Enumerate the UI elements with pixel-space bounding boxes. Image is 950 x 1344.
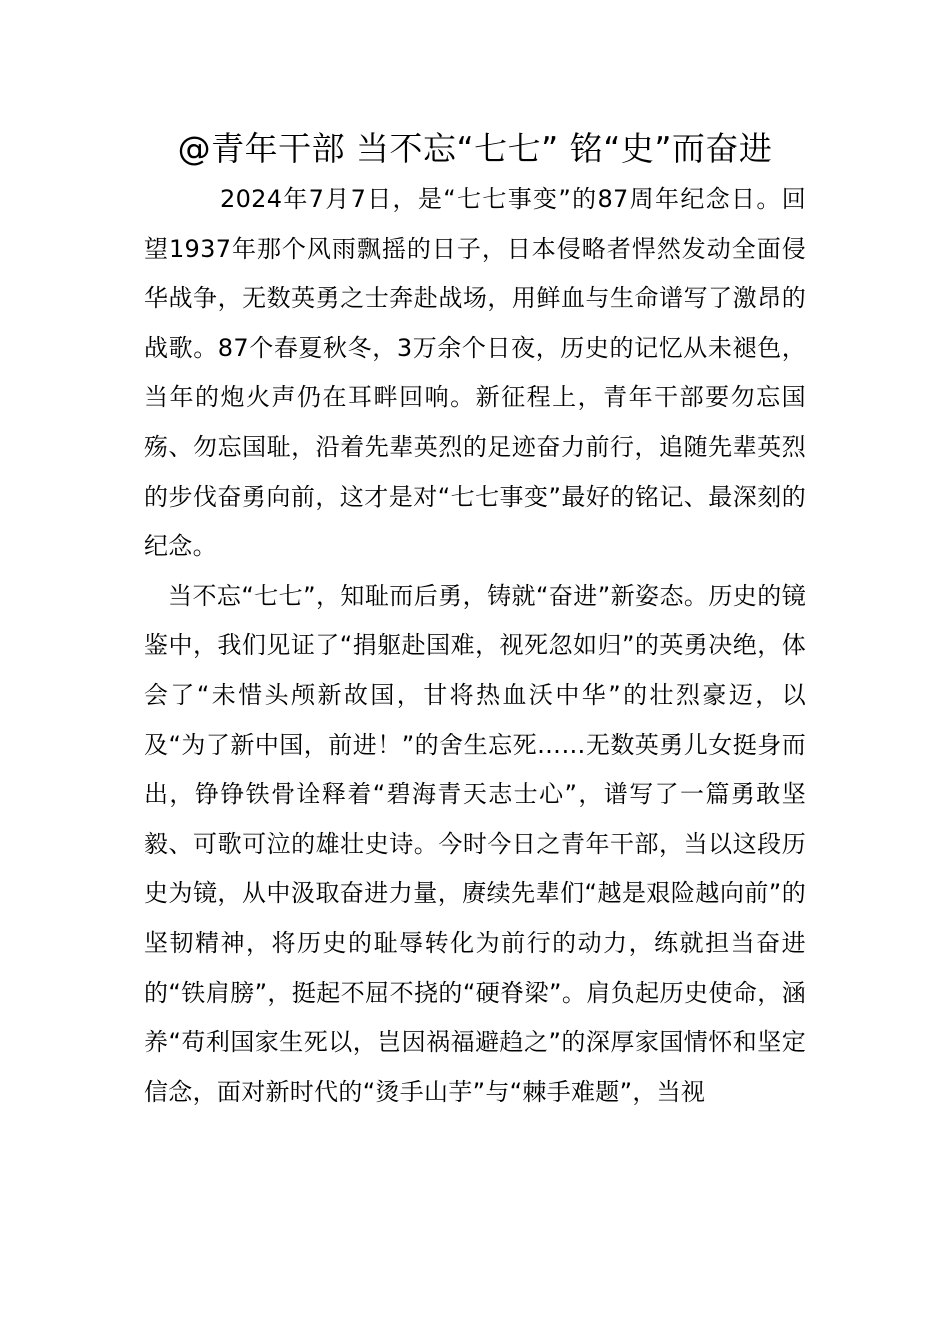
paragraph-1: 2024年7月7日，是“七七事变”的87周年纪念日。回望1937年那个风雨飘摇的日子，日本侵略者悍然发动全面侵华战争，无数英勇之士奔赴战场，用鲜血与生命谱写了激昂的战歌。87个春夏秋冬，3万余个日夜，历史的记忆从未褪色，当年的炮火声仍在耳畔回响。新征程上，青年干部要勿忘国殇、勿忘国耻，沿着先辈英烈的足迹奋力前行，追随先辈英烈的步伐奋勇向前，这才是对“七七事变”最好的铭记、最深刻的纪念。	[144, 185, 806, 561]
document-title: @青年干部 当不忘“七七” 铭“史”而奋进	[177, 129, 773, 168]
document-page	[144, 128, 806, 1117]
paragraph-2: 当不忘“七七”，知耻而后勇，铸就“奋进”新姿态。历史的镜鉴中，我们见证了“捐躯赴国难，视死忽如归”的英勇决绝，体会了“未惜头颅新故国，甘将热血沃中华”的壮烈豪迈，以及“为了新中国，前进！”的舍生忘死……无数英勇儿女挺身而出，铮铮铁骨诠释着“碧海青天志士心”，谱写了一篇勇敢坚毅、可歌可泣的雄壮史诗。今时今日之青年干部，当以这段历史为镜，从中汲取奋进力量，赓续先辈们“越是艰险越向前”的坚韧精神，将历史的耻辱转化为前行的动力，练就担当奋进的“铁肩膀”，挺起不屈不挠的“硬脊梁”。肩负起历史使命，涵养“苟利国家生死以，岂因祸福避趋之”的深厚家国情怀和坚定信念，面对新时代的“烫手山芋”与“棘手难题”，当视	[144, 581, 806, 1106]
